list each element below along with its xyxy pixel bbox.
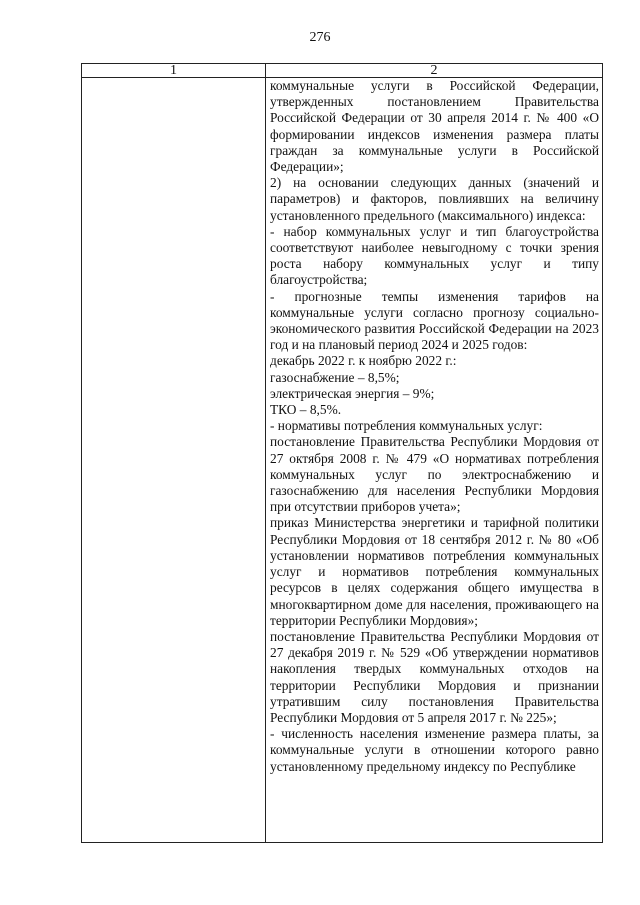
paragraph: газоснабжение – 8,5%; — [270, 369, 400, 385]
paragraph: постановление Правительства Республики Мордовия от 27 октября 2008 г. № 479 «О нормативах потребления коммунальных услуг по электроснабжению и газоснабжению для населения Республики Мордовия при отсутствии приборов учета»; — [270, 434, 599, 515]
page-number: 276 — [309, 30, 331, 45]
table-header-row — [82, 64, 603, 78]
paragraph: коммунальные услуги в Российской Федерации, утвержденных постановлением Правительства Российской Федерации от 30 апреля 2014 г. № 400 «О формировании индексов изменения размера платы граждан за коммунальные услуги в Российской Федерации»; — [270, 78, 599, 175]
column-2-content — [266, 78, 602, 842]
paragraph: - набор коммунальных услуг и тип благоустройства соответствуют наиболее невыгодному с точки зрения роста набору коммунальных услуг и типу благоустройства; — [270, 223, 599, 288]
column-1-cell — [82, 78, 266, 843]
document-table — [81, 63, 603, 843]
paragraph: декабрь 2022 г. к ноябрю 2022 г.: — [270, 353, 457, 369]
paragraph: 2) на основании следующих данных (значений и параметров) и факторов, повлиявших на величину установленного предельного (максимального) индекса: — [270, 175, 599, 223]
column-header-1: 1 — [82, 64, 266, 78]
paragraph: - нормативы потребления коммунальных услуг: — [270, 418, 543, 434]
column-header-2: 2 — [266, 64, 603, 78]
column-2-cell — [266, 78, 603, 843]
paragraph: постановление Правительства Республики Мордовия от 27 декабря 2019 г. № 529 «Об утверждении нормативов накопления твердых коммунальных отходов на территории Республики Мордовия и признании утратившим силу постановления Правительства Республики Мордовия от 5 апреля 2017 г. № 225»; — [270, 628, 599, 725]
paragraph: - прогнозные темпы изменения тарифов на коммунальные услуги согласно прогнозу социально-экономического развития Российской Федерации на 2023 год и на плановый период 2024 и 2025 годов: — [270, 288, 599, 353]
paragraph: - численность населения изменение размера платы, за коммунальные услуги в отношении которого равно установленному предельному индексу по Республике — [270, 726, 599, 774]
table-body-row — [82, 78, 603, 843]
paragraph: ТКО – 8,5%. — [270, 402, 342, 418]
paragraph: приказ Министерства энергетики и тарифной политики Республики Мордовия от 18 сентября 2012 г. № 80 «Об установлении нормативов потребления коммунальных услуг и нормативов потребления коммунальных ресурсов в целях содержания общего имущества в многоквартирном доме для населения, проживающего на территории Республики Мордовия»; — [270, 515, 599, 628]
paragraph: электрическая энергия – 9%; — [270, 385, 435, 401]
